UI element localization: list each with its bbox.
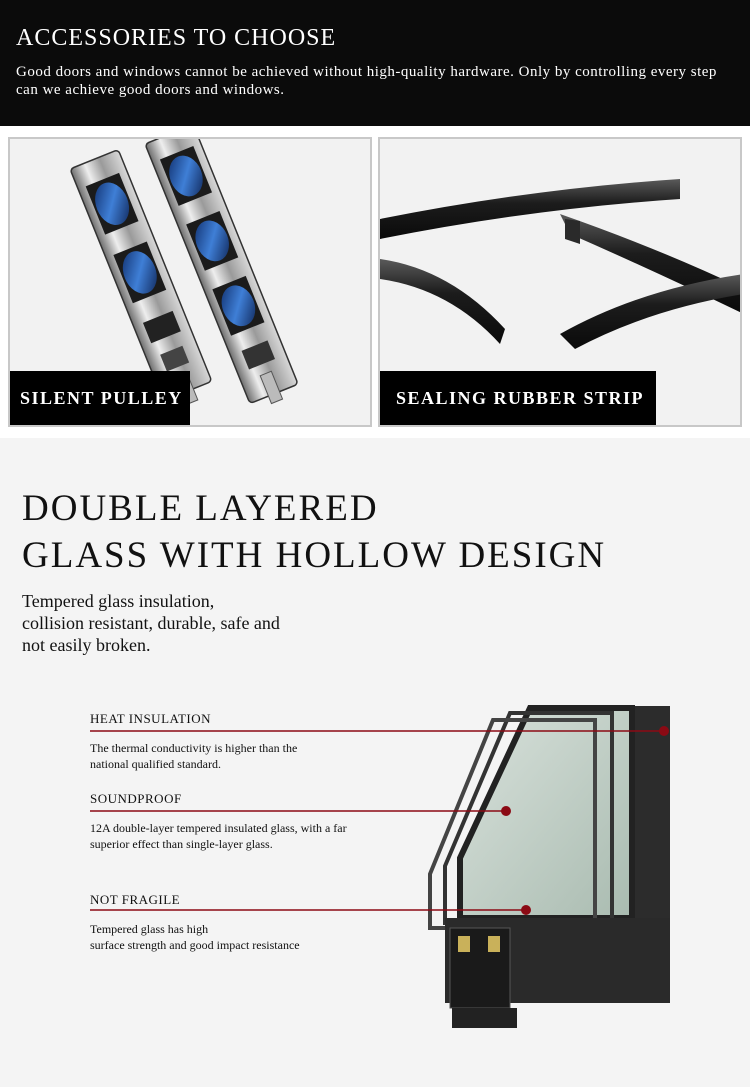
sealing-strip-label: SEALING RUBBER STRIP <box>380 371 656 425</box>
feature-sound-line1: 12A double-layer tempered insulated glass, with a far <box>90 821 347 835</box>
feature-fragile-line2: surface strength and good impact resistance <box>90 938 300 952</box>
glass-title-line1: DOUBLE LAYERED <box>22 488 379 529</box>
glass-intro-line2: collision resistant, durable, safe and <box>22 613 280 633</box>
feature-heat-line1: The thermal conductivity is higher than the <box>90 741 298 755</box>
glass-intro-line3: not easily broken. <box>22 635 151 655</box>
glass-title-line2: GLASS WITH HOLLOW DESIGN <box>22 535 607 576</box>
glass-title <box>22 485 606 579</box>
glass-intro <box>22 590 362 656</box>
silent-pulley-label: SILENT PULLEY <box>10 371 190 425</box>
feature-fragile-line1: Tempered glass has high <box>90 922 209 936</box>
feature-soundproof-desc <box>90 820 420 852</box>
feature-heat-insulation-desc <box>90 740 420 772</box>
sealing-strip-panel <box>378 137 742 427</box>
feature-heat-line2: national qualified standard. <box>90 757 221 771</box>
section-description: Good doors and windows cannot be achieved without high-quality hardware. Only by controlling every step can we achieve good doors and windows. <box>16 64 717 98</box>
feature-not-fragile-desc <box>90 921 420 953</box>
feature-soundproof-title: SOUNDPROOF <box>90 791 182 806</box>
feature-heat-insulation-title: HEAT INSULATION <box>90 711 212 726</box>
feature-sound-line2: superior effect than single-layer glass. <box>90 837 273 851</box>
silent-pulley-panel <box>8 137 372 427</box>
feature-not-fragile-title: NOT FRAGILE <box>90 892 181 907</box>
section-title: ACCESSORIES TO CHOOSE <box>16 25 337 51</box>
glass-intro-line1: Tempered glass insulation, <box>22 591 215 611</box>
